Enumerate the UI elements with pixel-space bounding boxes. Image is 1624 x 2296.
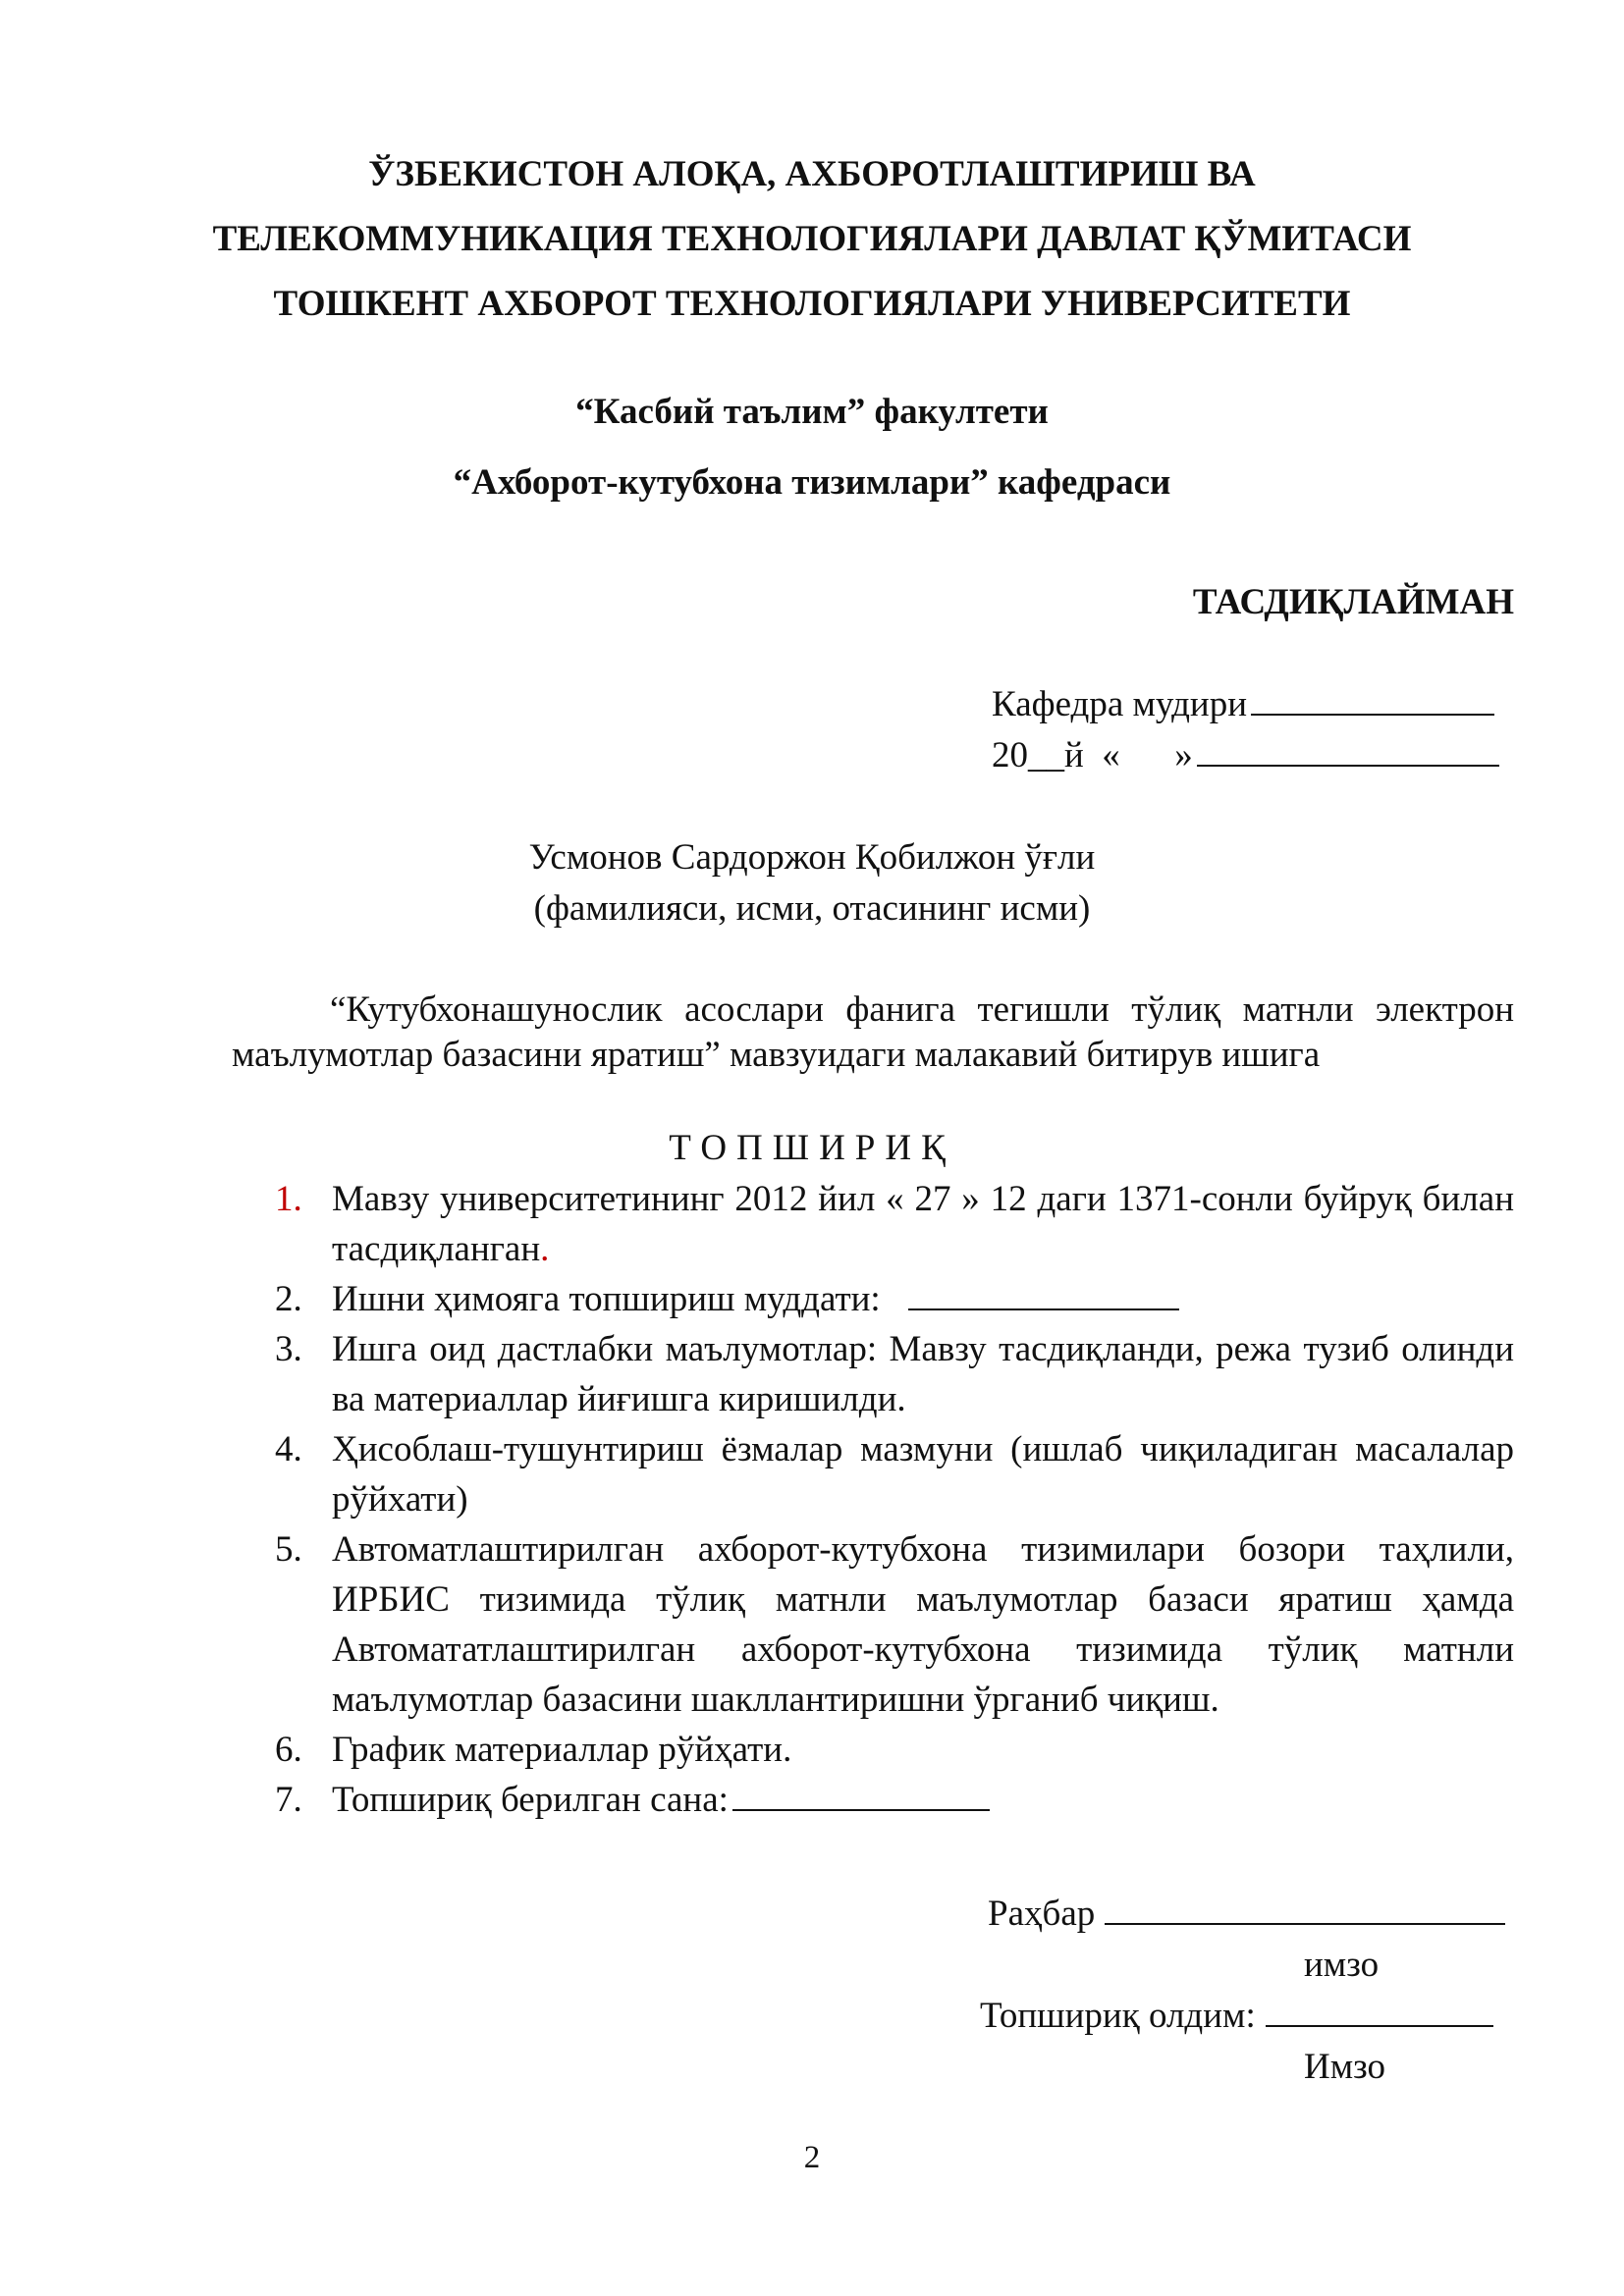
student-name-caption: (фамилияси, исми, отасининг исми) — [533, 888, 1091, 929]
university-header: ТОШКЕНТ АХБОРОТ ТЕХНОЛОГИЯЛАРИ УНИВЕРСИТЕТИ — [273, 284, 1351, 324]
list-item-text: График материаллар рўйҳати. — [332, 1730, 792, 1770]
ministry-header-line-2: ТЕЛЕКОММУНИКАЦИЯ ТЕХНОЛОГИЯЛАРИ ДАВЛАТ ҚЎМИТАСИ — [212, 219, 1412, 259]
ministry-header-line-1: ЎЗБЕКИСТОН АЛОҚА, АХБОРОТЛАШТИРИШ ВА — [368, 154, 1256, 194]
list-item-number: 6. — [275, 1730, 302, 1770]
department-head-label: Кафедра мудири — [992, 684, 1248, 724]
list-item-text: Автоматлаштирилган ахборот-кутубхона тизимилари бозори таҳлили, ИРБИС тизимида тўлиқ матнли маълумотлар базаси яратиш ҳамда Автомататлаштирилган ахборот-кутубхона тизимида тўлиқ матнли маълумотлар базасини шакллантиришни ўрганиб чиқиш. — [332, 1529, 1514, 1720]
department-head-signature-blank — [1251, 684, 1494, 716]
topic-paragraph — [232, 988, 1514, 1078]
supervisor-signature-caption: имзо — [1304, 1945, 1380, 1985]
received-signature-caption: Имзо — [1304, 2047, 1386, 2087]
list-item-number: 5. — [275, 1529, 302, 1570]
list-item — [275, 1174, 1514, 1274]
page-number: 2 — [803, 2140, 821, 2175]
department-head-line — [992, 683, 1494, 725]
list-item-text: Мавзу университетининг 2012 йил « 27 » 12 даги 1371-сонли буйруқ билан тасдиқланган — [332, 1179, 1514, 1269]
list-item-text: Ишни ҳимояга топшириш муддати: — [332, 1279, 881, 1319]
list-item — [275, 1524, 1514, 1725]
list-item-number: 4. — [275, 1429, 302, 1469]
student-name: Усмонов Сардоржон Қобилжон ўғли — [528, 837, 1096, 878]
list-item — [275, 1324, 1514, 1424]
list-item-text: Ишга оид дастлабки маълумотлар: Мавзу тасдиқланди, режа тузиб олинди ва материаллар йиғишга киришилди. — [332, 1329, 1514, 1419]
supervisor-label: Раҳбар — [988, 1894, 1096, 1934]
department-name: “Ахборот-кутубхона тизимлари” кафедраси — [453, 462, 1171, 503]
list-item-number: 2. — [275, 1279, 302, 1319]
task-list — [275, 1174, 1514, 1825]
approval-title: ТАСДИҚЛАЙМАН — [1192, 582, 1514, 622]
task-issued-date-blank — [732, 1780, 990, 1811]
list-item-number: 7. — [275, 1780, 302, 1820]
list-item — [275, 1274, 1514, 1324]
approval-date-line — [992, 734, 1499, 776]
received-signature-line — [980, 1995, 1493, 2037]
supervisor-signature-line — [988, 1893, 1505, 1935]
received-label: Топшириқ олдим: — [980, 1996, 1256, 2036]
supervisor-signature-blank — [1105, 1894, 1505, 1925]
topic-text: “Кутубхонашунослик асослари фанига тегишли тўлиқ матнли электрон маълумотлар базасини яратиш” мавзуидаги малакавий битирув ишига — [232, 989, 1514, 1075]
list-item-text: Ҳисоблаш-тушунтириш ёзмалар мазмуни (ишлаб чиқиладиган масалалар рўйхати) — [332, 1429, 1514, 1520]
list-item-tail: . — [540, 1229, 550, 1269]
list-item-number: 1. — [275, 1179, 302, 1219]
approval-date-label: 20__й « » — [992, 735, 1193, 775]
list-item-text: Топшириқ берилган сана: — [332, 1780, 729, 1820]
list-item — [275, 1424, 1514, 1524]
list-item — [275, 1775, 1514, 1825]
list-item — [275, 1725, 1514, 1775]
task-title: ТОПШИРИҚ — [669, 1128, 955, 1168]
defense-deadline-blank — [908, 1279, 1179, 1310]
received-signature-blank — [1266, 1996, 1493, 2027]
list-item-number: 3. — [275, 1329, 302, 1369]
approval-date-blank — [1197, 735, 1499, 767]
faculty-name: “Касбий таълим” факултети — [575, 392, 1049, 432]
